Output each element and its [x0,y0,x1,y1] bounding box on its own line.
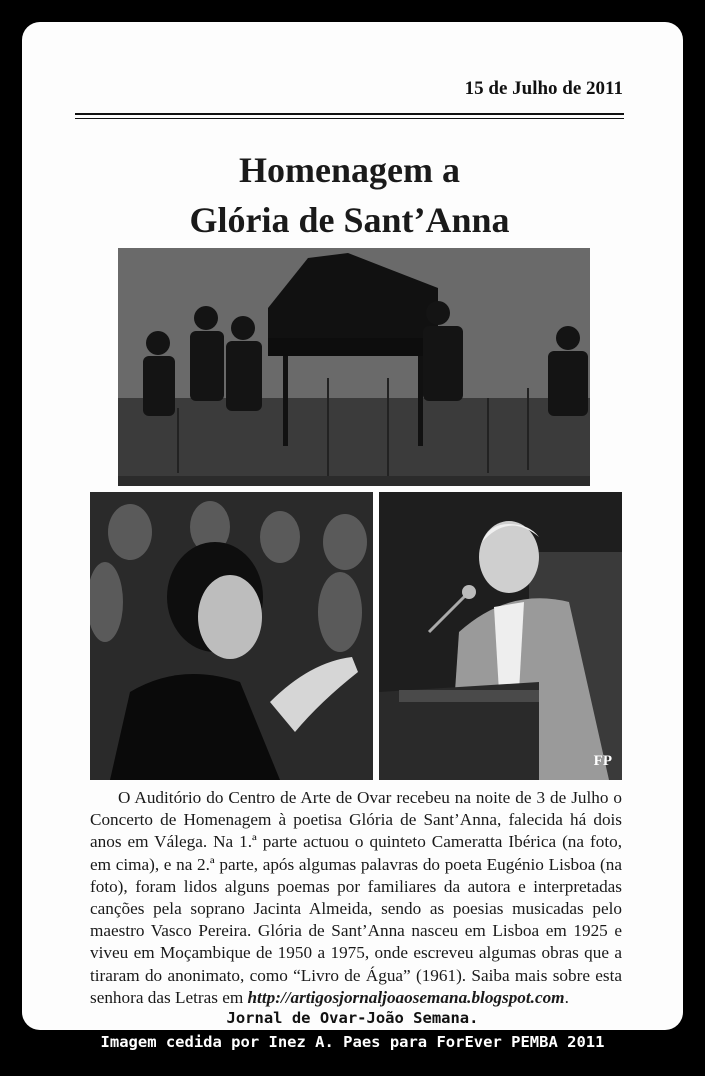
article-text-end: . [564,987,569,1007]
caption-credit: Imagem cedida por Inez A. Paes para ForEver PEMBA 2011 [100,1033,605,1051]
speaker-illustration [379,492,622,780]
blog-url-link[interactable]: http://artigosjornaljoaosemana.blogspot.com [247,987,565,1007]
audience-photo [90,492,373,780]
photo-credit: FP [593,753,612,769]
issue-date: 15 de Julho de 2011 [464,78,623,99]
article-paragraph [90,787,622,1009]
audience-illustration [90,492,373,780]
speaker-photo [379,492,622,780]
article-text: O Auditório do Centro de Arte de Ovar recebeu na noite de 3 de Julho o Concerto de Homenagem à poetisa Glória de Sant’Anna, falecida há dois anos em Válega. Na 1.ª parte actuou o quinteto Cameratta Ibérica (na foto, em cima), e na 2.ª parte, após algumas palavras do poeta Eugénio Lisboa (na foto), foram lidos alguns poemas por familiares da autora e interpretadas canções pela soprano Jacinta Almeida, sendo as poesias musicadas pelo maestro Vasco Pereira. Glória de Sant’Anna nasceu em Lisboa em 1925 e viveu em Moçambique de 1950 a 1975, onde escreveu algumas obras que a tiraram do anonimato, como “Livro de Água” (1961). Saiba mais sobre esta senhora das Letras em [90,788,622,1007]
quintet-illustration [118,248,590,486]
image-caption [0,1006,705,1054]
caption-source: Jornal de Ovar-João Semana. [226,1009,479,1027]
article-body [90,787,622,1009]
headline-line-2: Glória de Sant’Anna [189,200,510,240]
header-rule [75,113,624,115]
concert-quintet-photo [118,248,590,486]
headline-line-1: Homenagem a [239,150,460,190]
header-rule-thin [75,118,624,119]
article-headline [75,145,624,245]
